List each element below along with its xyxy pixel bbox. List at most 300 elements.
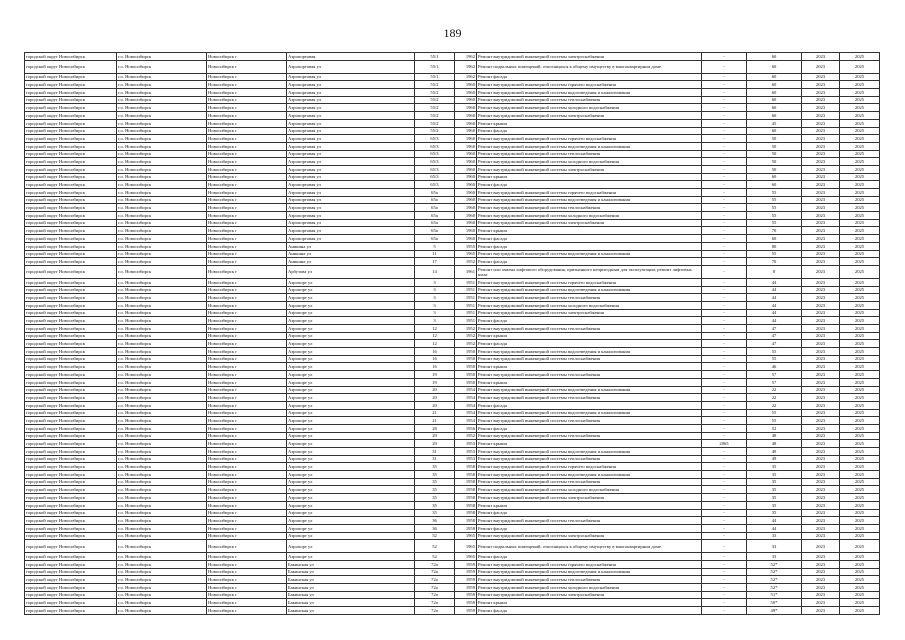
table-cell-vid_rabot: Ремонт внутридомовой инженерной системы электроснабжения (477, 219, 702, 227)
table-cell-x: - (702, 53, 747, 61)
table-cell-dom: 55/2 (415, 104, 455, 112)
table-cell-vid_rabot: Ремонт внутридомовой инженерной системы горячего водоснабжения (477, 278, 702, 286)
table-cell-gorod: г.о. Новосибирск (117, 386, 207, 394)
table-cell-dom: 55/2 (415, 119, 455, 127)
table-cell-dom: 36 (415, 524, 455, 532)
table-cell-god_okonch: 2025 (840, 196, 880, 204)
table-cell-okrug: городской округ Новосибирск (25, 340, 117, 348)
table-cell-x: - (702, 348, 747, 356)
table-cell-nas_punkt: Новосибирск г (207, 332, 287, 340)
table-cell-gorod: г.о. Новосибирск (117, 371, 207, 379)
table-cell-stoimost: 55 (747, 204, 802, 212)
table-cell-gorod: г.о. Новосибирск (117, 607, 207, 615)
table-cell-okrug: городской округ Новосибирск (25, 53, 117, 61)
table-cell-okrug: городской округ Новосибирск (25, 278, 117, 286)
table-cell-x: - (702, 409, 747, 417)
table-cell-god_nach: 2023 (802, 568, 840, 576)
table-cell-nas_punkt: Новосибирск г (207, 501, 287, 509)
table-cell-x: - (702, 73, 747, 81)
table-cell-god_nach: 2023 (802, 553, 840, 561)
table-cell-god_okonch: 2025 (840, 424, 880, 432)
table-cell-x: - (702, 401, 747, 409)
table-cell-x: - (702, 278, 747, 286)
table-row (25, 448, 880, 456)
table-cell-god_okonch: 2025 (840, 560, 880, 568)
table-cell-god: 1952 (455, 332, 477, 340)
table-row (25, 478, 880, 486)
table-cell-okrug: городской округ Новосибирск (25, 332, 117, 340)
table-cell-god_nach: 2023 (802, 165, 840, 173)
table-cell-ulica: Аэропортовая ул (287, 235, 415, 243)
table-cell-god: 1959 (455, 568, 477, 576)
table-cell-stoimost: 55 (747, 409, 802, 417)
table-cell-vid_rabot: Ремонт крыши (477, 378, 702, 386)
table-row (25, 250, 880, 258)
table-cell-vid_rabot: Ремонт крыши (477, 501, 702, 509)
table-cell-stoimost: 44 (747, 317, 802, 325)
table-cell-ulica: Аэропортовая ул (287, 219, 415, 227)
table-row (25, 301, 880, 309)
table-cell-god_okonch: 2025 (840, 142, 880, 150)
table-cell-x: - (702, 189, 747, 197)
table-cell-gorod: г.о. Новосибирск (117, 212, 207, 220)
table-cell-god: 1959 (455, 591, 477, 599)
table-cell-dom: 65а (415, 235, 455, 243)
table-cell-dom: 20 (415, 394, 455, 402)
table-row (25, 599, 880, 607)
table-row (25, 424, 880, 432)
table-cell-dom: 72а (415, 584, 455, 592)
table-cell-nas_punkt: Новосибирск г (207, 478, 287, 486)
table-cell-okrug: городской округ Новосибирск (25, 227, 117, 235)
table-cell-ulica: Аэропорт ул (287, 424, 415, 432)
table-cell-gorod: г.о. Новосибирск (117, 332, 207, 340)
table-cell-ulica: Аэропорт ул (287, 355, 415, 363)
table-cell-gorod: г.о. Новосибирск (117, 340, 207, 348)
table-cell-nas_punkt: Новосибирск г (207, 286, 287, 294)
table-row (25, 112, 880, 120)
table-cell-ulica: Аэропорт ул (287, 448, 415, 456)
table-cell-god_okonch: 2025 (840, 135, 880, 143)
table-cell-god: 1952 (455, 258, 477, 266)
table-cell-vid_rabot: Ремонт внутридомовой инженерной системы теплоснабжения (477, 432, 702, 440)
table-cell-vid_rabot: Ремонт внутридомовой инженерной системы водоотведения и канализования (477, 448, 702, 456)
table-cell-okrug: городской округ Новосибирск (25, 501, 117, 509)
table-cell-god_okonch: 2025 (840, 517, 880, 525)
table-cell-okrug: городской округ Новосибирск (25, 196, 117, 204)
table-cell-god_okonch: 2025 (840, 409, 880, 417)
table-cell-dom: 35 (415, 494, 455, 502)
table-cell-god_nach: 2023 (802, 440, 840, 448)
table-cell-okrug: городской округ Новосибирск (25, 486, 117, 494)
table-cell-dom: 52 (415, 553, 455, 561)
table-cell-stoimost: 52* (747, 560, 802, 568)
table-cell-x: - (702, 386, 747, 394)
table-cell-okrug: городской округ Новосибирск (25, 119, 117, 127)
table-cell-x: - (702, 104, 747, 112)
table-cell-god_okonch: 2025 (840, 568, 880, 576)
table-cell-god_okonch: 2025 (840, 478, 880, 486)
table-row (25, 227, 880, 235)
table-cell-x: - (702, 242, 747, 250)
table-cell-okrug: городской округ Новосибирск (25, 355, 117, 363)
table-cell-x: - (702, 196, 747, 204)
table-cell-god_okonch: 2025 (840, 363, 880, 371)
table-cell-gorod: г.о. Новосибирск (117, 158, 207, 166)
table-cell-stoimost: 49 (747, 448, 802, 456)
table-cell-x: - (702, 576, 747, 584)
table-cell-nas_punkt: Новосибирск г (207, 371, 287, 379)
table-cell-okrug: городской округ Новосибирск (25, 591, 117, 599)
table-cell-vid_rabot: Ремонт фасада (477, 127, 702, 135)
table-cell-god_nach: 2023 (802, 378, 840, 386)
table-cell-nas_punkt: Новосибирск г (207, 568, 287, 576)
table-cell-x: - (702, 432, 747, 440)
table-cell-vid_rabot: Ремонт внутридомовой инженерной системы водоотведения и канализования (477, 196, 702, 204)
table-cell-gorod: г.о. Новосибирск (117, 196, 207, 204)
table-cell-god_nach: 2023 (802, 173, 840, 181)
table-cell-nas_punkt: Новосибирск г (207, 301, 287, 309)
table-cell-god: 1958 (455, 486, 477, 494)
table-cell-god_okonch: 2025 (840, 340, 880, 348)
table-cell-stoimost: 60 (747, 60, 802, 73)
table-cell-dom: 55/1 (415, 73, 455, 81)
table-row (25, 89, 880, 97)
table-cell-dom: 31 (415, 455, 455, 463)
table-cell-nas_punkt: Новосибирск г (207, 265, 287, 278)
table-cell-gorod: г.о. Новосибирск (117, 553, 207, 561)
table-cell-stoimost: 48 (747, 440, 802, 448)
table-cell-ulica: Аэропортовая ул (287, 112, 415, 120)
table-cell-vid_rabot: Ремонт внутридомовой инженерной системы электроснабжения (477, 165, 702, 173)
table-cell-x: - (702, 553, 747, 561)
table-cell-dom: 65/3 (415, 181, 455, 189)
table-cell-stoimost: 80 (747, 242, 802, 250)
table-cell-dom: 72а (415, 607, 455, 615)
table-row (25, 104, 880, 112)
table-cell-x: - (702, 332, 747, 340)
table-cell-dom: 3 (415, 317, 455, 325)
table-row (25, 471, 880, 479)
table-cell-nas_punkt: Новосибирск г (207, 584, 287, 592)
table-cell-god: 1950 (455, 378, 477, 386)
table-cell-god: 1950 (455, 348, 477, 356)
table-cell-stoimost: 47 (747, 340, 802, 348)
table-row (25, 591, 880, 599)
table-cell-stoimost: 52* (747, 576, 802, 584)
table-cell-god_okonch: 2025 (840, 189, 880, 197)
table-cell-dom: 3 (415, 286, 455, 294)
table-cell-nas_punkt: Новосибирск г (207, 560, 287, 568)
table-cell-vid_rabot: Ремонт подвальных помещений, относящихся к общему имуществу в многоквартирном доме (477, 540, 702, 553)
table-cell-dom: 52 (415, 532, 455, 540)
table-cell-stoimost: 60 (747, 104, 802, 112)
table-cell-x: - (702, 119, 747, 127)
table-cell-stoimost: 52* (747, 568, 802, 576)
table-row (25, 60, 880, 73)
table-cell-x: - (702, 448, 747, 456)
table-cell-ulica: Аэропорт ул (287, 363, 415, 371)
table-cell-x: - (702, 258, 747, 266)
table-cell-vid_rabot: Ремонт внутридомовой инженерной системы водоотведения и канализования (477, 471, 702, 479)
table-cell-gorod: г.о. Новосибирск (117, 524, 207, 532)
table-row (25, 440, 880, 448)
table-cell-nas_punkt: Новосибирск г (207, 394, 287, 402)
table-cell-dom: 21 (415, 409, 455, 417)
table-cell-gorod: г.о. Новосибирск (117, 81, 207, 89)
table-cell-okrug: городской округ Новосибирск (25, 440, 117, 448)
table-cell-gorod: г.о. Новосибирск (117, 173, 207, 181)
table-row (25, 96, 880, 104)
table-cell-vid_rabot: Ремонт внутридомовой инженерной системы водоотведения и канализования (477, 386, 702, 394)
table-cell-vid_rabot: Ремонт внутридомовой инженерной системы водоотведения и канализования (477, 568, 702, 576)
table-cell-god_okonch: 2025 (840, 81, 880, 89)
table-cell-dom: 19 (415, 378, 455, 386)
table-cell-god_nach: 2023 (802, 591, 840, 599)
table-cell-dom: 65/3 (415, 142, 455, 150)
table-row (25, 409, 880, 417)
table-cell-okrug: городской округ Новосибирск (25, 309, 117, 317)
table-cell-nas_punkt: Новосибирск г (207, 340, 287, 348)
table-cell-x: - (702, 265, 747, 278)
table-cell-god: 1959 (455, 560, 477, 568)
table-row (25, 348, 880, 356)
table-cell-god_nach: 2023 (802, 332, 840, 340)
table-cell-god: 1951 (455, 317, 477, 325)
table-cell-stoimost: 48 (747, 432, 802, 440)
table-cell-god_nach: 2023 (802, 60, 840, 73)
table-cell-god: 1960 (455, 212, 477, 220)
table-cell-ulica: Аникина ул (287, 258, 415, 266)
table-cell-ulica: Аэропорт ул (287, 409, 415, 417)
table-cell-god_okonch: 2025 (840, 89, 880, 97)
table-row (25, 81, 880, 89)
table-cell-god_nach: 2023 (802, 181, 840, 189)
table-cell-x: - (702, 325, 747, 333)
table-cell-god_nach: 2023 (802, 509, 840, 517)
table-cell-nas_punkt: Новосибирск г (207, 486, 287, 494)
table-cell-god_nach: 2023 (802, 584, 840, 592)
table-cell-okrug: городской округ Новосибирск (25, 455, 117, 463)
table-cell-vid_rabot: Ремонт внутридомовой инженерной системы горячего водоснабжения (477, 560, 702, 568)
table-cell-x: - (702, 150, 747, 158)
table-cell-okrug: городской округ Новосибирск (25, 294, 117, 302)
table-cell-x: - (702, 165, 747, 173)
table-cell-okrug: городской округ Новосибирск (25, 301, 117, 309)
table-cell-god: 1952 (455, 325, 477, 333)
table-row (25, 486, 880, 494)
table-cell-stoimost: 50 (747, 150, 802, 158)
table-cell-ulica: Аэропорт ул (287, 455, 415, 463)
table-cell-x: - (702, 524, 747, 532)
table-cell-god_nach: 2023 (802, 189, 840, 197)
table-cell-ulica: Аэропорт ул (287, 394, 415, 402)
table-cell-vid_rabot: Ремонт внутридомовой инженерной системы холодного водоснабжения (477, 104, 702, 112)
table-cell-gorod: г.о. Новосибирск (117, 363, 207, 371)
table-cell-god_okonch: 2025 (840, 355, 880, 363)
table-cell-god_okonch: 2025 (840, 591, 880, 599)
table-cell-stoimost: 35 (747, 478, 802, 486)
table-cell-dom: 12 (415, 325, 455, 333)
table-cell-god_nach: 2023 (802, 301, 840, 309)
table-cell-god_nach: 2023 (802, 204, 840, 212)
table-cell-god_okonch: 2025 (840, 494, 880, 502)
table-cell-nas_punkt: Новосибирск г (207, 258, 287, 266)
table-cell-x: - (702, 301, 747, 309)
table-cell-dom: 21 (415, 417, 455, 425)
table-cell-nas_punkt: Новосибирск г (207, 204, 287, 212)
table-cell-vid_rabot: Ремонт внутридомовой инженерной системы теплоснабжения (477, 355, 702, 363)
table-cell-x: - (702, 378, 747, 386)
table-cell-god: 1954 (455, 417, 477, 425)
table-cell-god: 1960 (455, 196, 477, 204)
table-row (25, 553, 880, 561)
table-cell-god: 1951 (455, 286, 477, 294)
table-cell-vid_rabot: Ремонт внутридомовой инженерной системы теплоснабжения (477, 325, 702, 333)
table-cell-god_nach: 2023 (802, 53, 840, 61)
table-cell-god_nach: 2023 (802, 294, 840, 302)
table-cell-god_nach: 2023 (802, 219, 840, 227)
table-cell-x: - (702, 471, 747, 479)
table-cell-god: 1959 (455, 576, 477, 584)
table-row (25, 463, 880, 471)
table-cell-god_okonch: 2025 (840, 158, 880, 166)
table-cell-stoimost: 70 (747, 258, 802, 266)
table-row (25, 371, 880, 379)
table-cell-stoimost: 55 (747, 355, 802, 363)
table-cell-gorod: г.о. Новосибирск (117, 348, 207, 356)
table-cell-god: 1954 (455, 401, 477, 409)
page-number: 189 (443, 26, 462, 40)
table-row (25, 242, 880, 250)
table-cell-ulica: Аникина ул (287, 250, 415, 258)
table-cell-ulica: Аэропорт ул (287, 348, 415, 356)
table-cell-god_okonch: 2025 (840, 540, 880, 553)
table-cell-god_okonch: 2025 (840, 584, 880, 592)
table-cell-okrug: городской округ Новосибирск (25, 142, 117, 150)
table-cell-stoimost: 55 (747, 196, 802, 204)
table-cell-dom: 20 (415, 401, 455, 409)
table-cell-god_okonch: 2025 (840, 219, 880, 227)
table-cell-nas_punkt: Новосибирск г (207, 53, 287, 61)
table-cell-god_okonch: 2025 (840, 204, 880, 212)
table-cell-nas_punkt: Новосибирск г (207, 219, 287, 227)
table-cell-x: - (702, 250, 747, 258)
table-cell-god: 1950 (455, 371, 477, 379)
table-cell-gorod: г.о. Новосибирск (117, 258, 207, 266)
table-cell-ulica: Аэропорт ул (287, 286, 415, 294)
table-cell-god_nach: 2023 (802, 501, 840, 509)
table-cell-nas_punkt: Новосибирск г (207, 348, 287, 356)
table-cell-god: 1962 (455, 53, 477, 61)
table-cell-x: - (702, 286, 747, 294)
table-cell-god_nach: 2023 (802, 486, 840, 494)
table-cell-stoimost: 60 (747, 235, 802, 243)
table-cell-god_nach: 2023 (802, 363, 840, 371)
table-row (25, 501, 880, 509)
table-row (25, 219, 880, 227)
table-row (25, 150, 880, 158)
table-cell-god_nach: 2023 (802, 417, 840, 425)
table-cell-stoimost: 45 (747, 119, 802, 127)
table-cell-okrug: городской округ Новосибирск (25, 96, 117, 104)
table-cell-god_nach: 2023 (802, 104, 840, 112)
table-cell-x: - (702, 81, 747, 89)
table-cell-vid_rabot: Ремонт фасада (477, 524, 702, 532)
table-cell-god: 1951 (455, 301, 477, 309)
table-cell-stoimost: 46 (747, 363, 802, 371)
table-cell-god: 1960 (455, 127, 477, 135)
table-cell-god_nach: 2023 (802, 340, 840, 348)
table-cell-dom: 11 (415, 250, 455, 258)
table-cell-vid_rabot: Ремонт крыши (477, 440, 702, 448)
table-row (25, 181, 880, 189)
table-cell-ulica: Бакинская ул (287, 599, 415, 607)
table-cell-nas_punkt: Новосибирск г (207, 189, 287, 197)
table-cell-god_nach: 2023 (802, 517, 840, 525)
table-cell-god: 1960 (455, 189, 477, 197)
table-cell-god: 1958 (455, 517, 477, 525)
table-cell-stoimost: 44 (747, 278, 802, 286)
table-cell-okrug: городской округ Новосибирск (25, 73, 117, 81)
table-cell-gorod: г.о. Новосибирск (117, 301, 207, 309)
table-cell-god_okonch: 2025 (840, 242, 880, 250)
table-cell-x: - (702, 607, 747, 615)
table-row (25, 607, 880, 615)
table-cell-stoimost: 55 (747, 348, 802, 356)
table-cell-gorod: г.о. Новосибирск (117, 494, 207, 502)
table-row (25, 196, 880, 204)
table-cell-god: 1960 (455, 165, 477, 173)
table-cell-x: 2065 (702, 440, 747, 448)
table-cell-dom: 65а (415, 212, 455, 220)
table-cell-god_okonch: 2025 (840, 127, 880, 135)
table-cell-okrug: городской округ Новосибирск (25, 607, 117, 615)
table-cell-dom: 65а (415, 227, 455, 235)
table-cell-x: - (702, 417, 747, 425)
table-cell-god: 1952 (455, 340, 477, 348)
table-cell-ulica: Аэропорт ул (287, 471, 415, 479)
table-cell-nas_punkt: Новосибирск г (207, 440, 287, 448)
table-cell-god_nach: 2023 (802, 455, 840, 463)
table-cell-god_okonch: 2025 (840, 486, 880, 494)
table-cell-ulica: Аэропорт ул (287, 309, 415, 317)
table-cell-god: 1955 (455, 242, 477, 250)
table-cell-nas_punkt: Новосибирск г (207, 212, 287, 220)
table-cell-nas_punkt: Новосибирск г (207, 355, 287, 363)
table-cell-gorod: г.о. Новосибирск (117, 325, 207, 333)
table-cell-gorod: г.о. Новосибирск (117, 440, 207, 448)
table-cell-god: 1960 (455, 219, 477, 227)
table-cell-okrug: городской округ Новосибирск (25, 150, 117, 158)
table-cell-dom: 72а (415, 576, 455, 584)
table-cell-vid_rabot: Ремонт внутридомовой инженерной системы горячего водоснабжения (477, 463, 702, 471)
table-cell-gorod: г.о. Новосибирск (117, 309, 207, 317)
table-cell-stoimost: 60 (747, 89, 802, 97)
table-cell-god: 1950 (455, 363, 477, 371)
table-cell-god: 1958 (455, 471, 477, 479)
table-cell-gorod: г.о. Новосибирск (117, 355, 207, 363)
table-cell-vid_rabot: Ремонт внутридомовой инженерной системы холодного водоснабжения (477, 158, 702, 166)
table-row (25, 494, 880, 502)
table-cell-x: - (702, 394, 747, 402)
table-cell-god_okonch: 2025 (840, 265, 880, 278)
table-cell-x: - (702, 494, 747, 502)
table-row (25, 432, 880, 440)
table-cell-dom: 20 (415, 386, 455, 394)
table-cell-god: 1959 (455, 607, 477, 615)
table-cell-god: 1960 (455, 142, 477, 150)
